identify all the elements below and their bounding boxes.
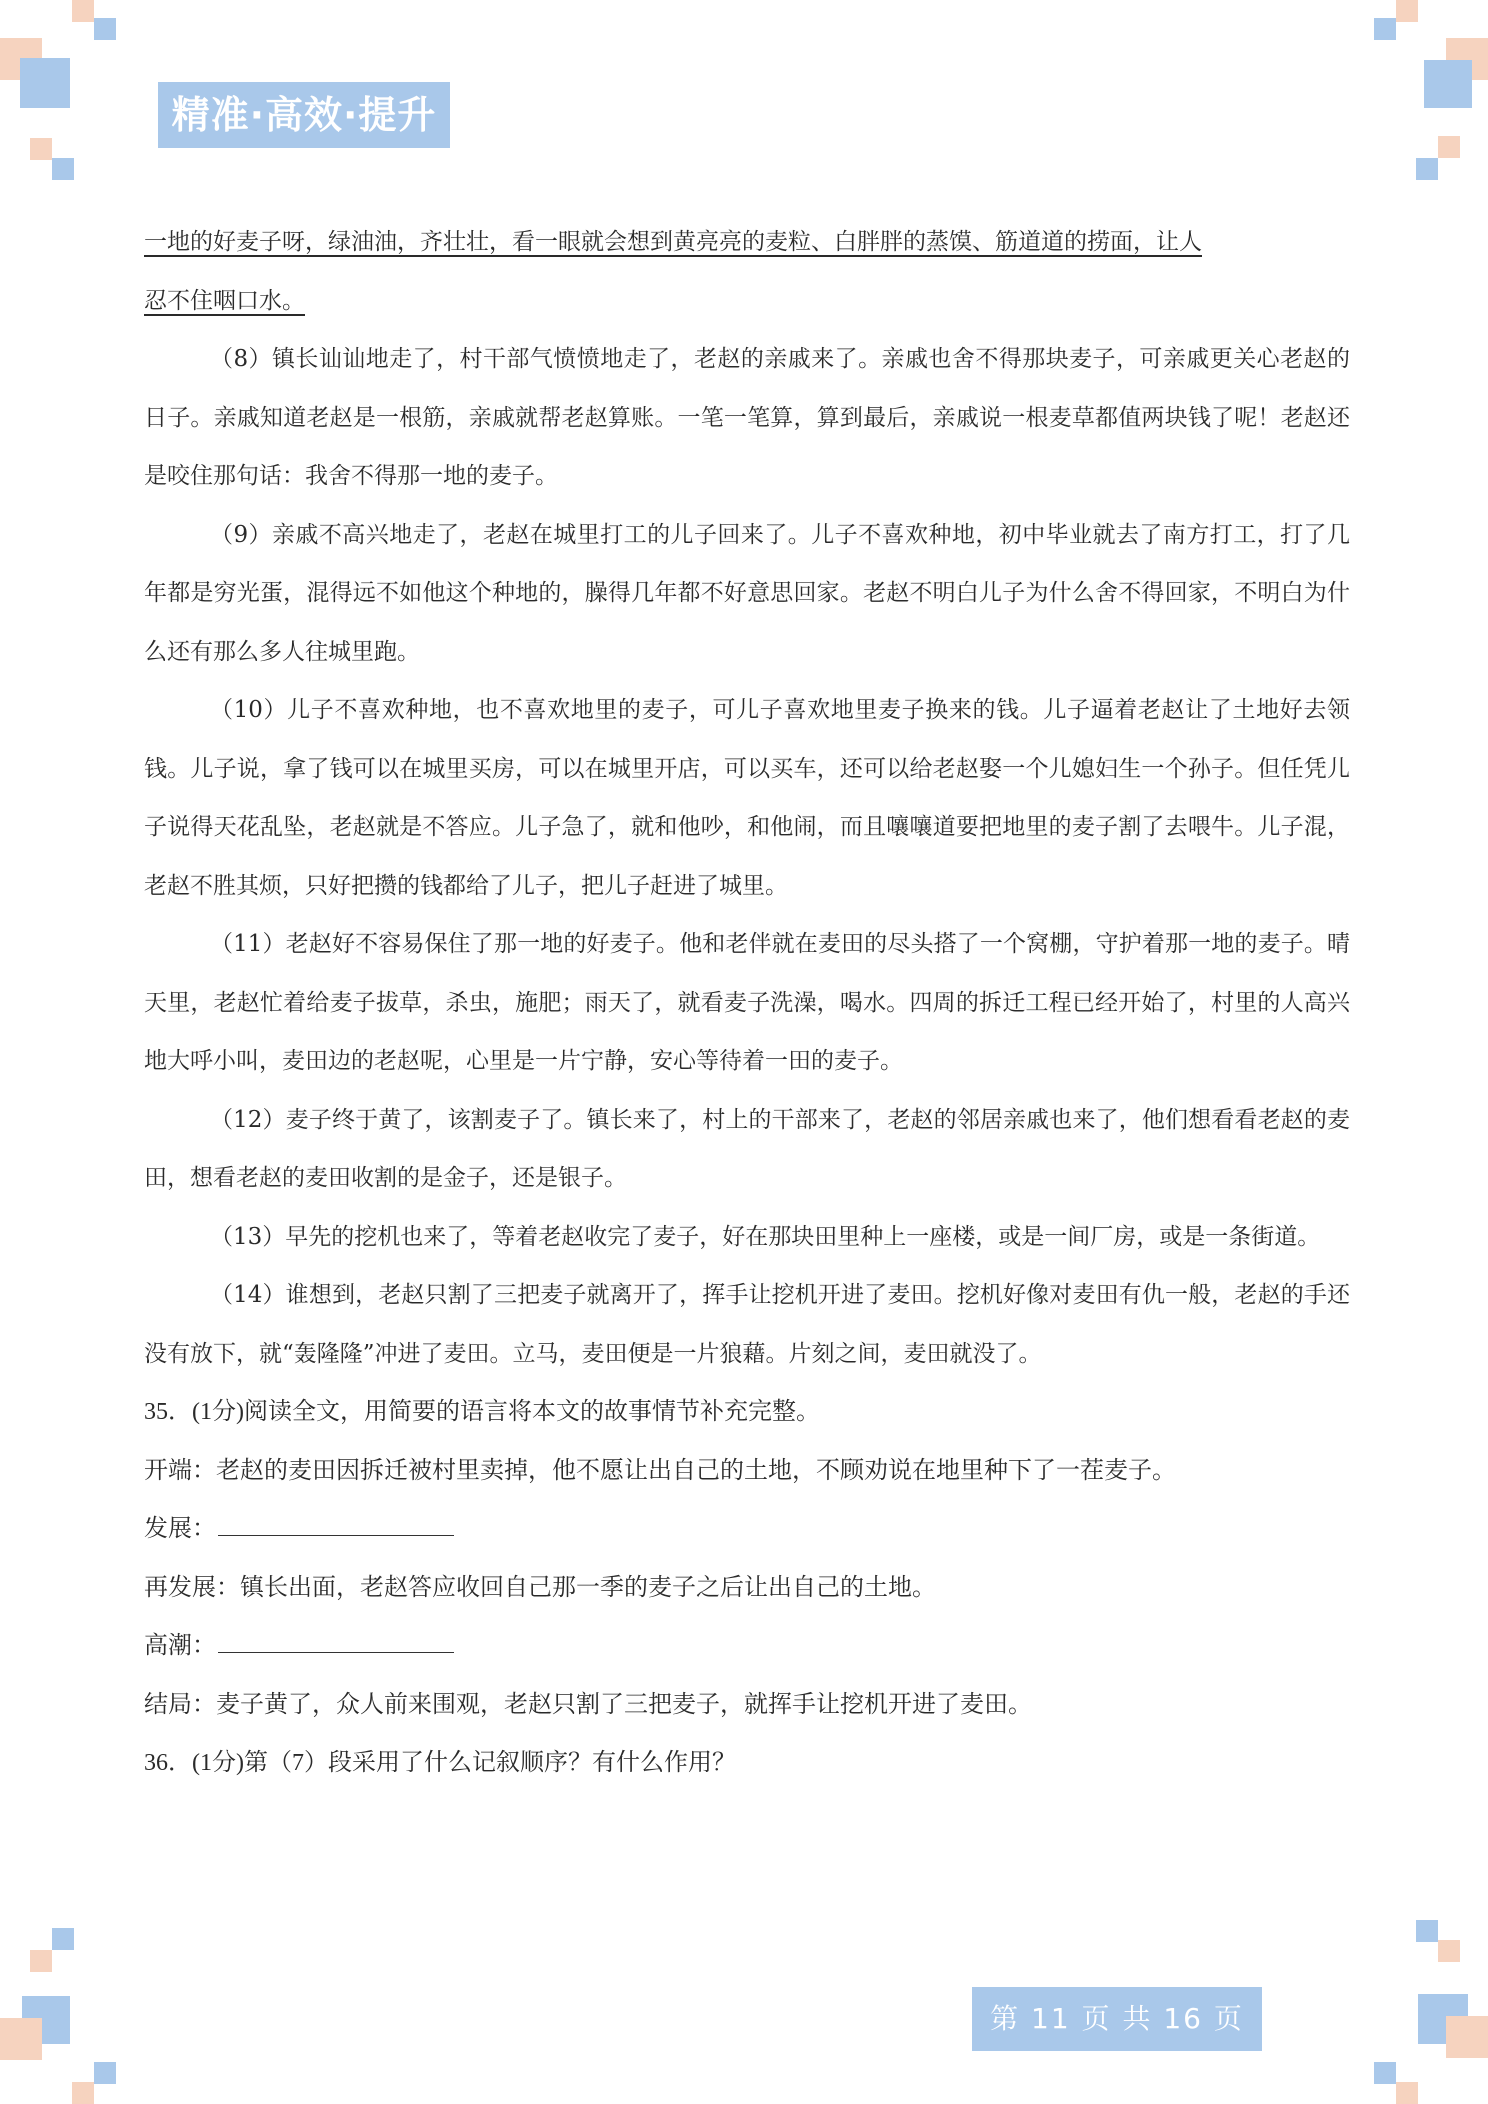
question-36-stem: 36．(1分)第（7）段采用了什么记叙顺序？有什么作用？ (144, 1750, 736, 1776)
development-answer-blank[interactable] (218, 1511, 454, 1536)
document-content (144, 213, 1350, 1793)
plot-development-label: 发展： (144, 1516, 216, 1542)
underlined-sentence-line-1: 一地的好麦子呀，绿油油，齐壮壮，看一眼就会想到黄亮亮的麦粒、白胖胖的蒸馍、筋道道的捞面，让人 (144, 229, 1202, 255)
underlined-sentence-line-2: 忍不住咽口水。 (144, 287, 305, 314)
plot-development (144, 1500, 1350, 1559)
paragraph-13: （13）早先的挖机也来了，等着老赵收完了麦子，好在那块田里种上一座楼，或是一间厂房，或是一条街道。 (210, 1223, 1321, 1250)
page-number-badge: 第 11 页 共 16 页 (972, 1987, 1262, 2051)
paragraph-9: （9）亲戚不高兴地走了，老赵在城里打工的儿子回来了。儿子不喜欢种地，初中毕业就去了南方打工，打了几年都是穷光蛋，混得远不如他这个种地的，臊得几年都不好意思回家。老赵不明白儿子为什么舍不得回家，不明白为什么还有那么多人往城里跑。 (144, 521, 1350, 665)
plot-climax-label: 高潮： (144, 1633, 216, 1659)
paragraph-14: （14）谁想到，老赵只割了三把麦子就离开了，挥手让挖机开进了麦田。挖机好像对麦田有仇一般，老赵的手还没有放下，就“轰隆隆”冲进了麦田。立马，麦田便是一片狼藉。片刻之间，麦田就没了。 (144, 1282, 1350, 1367)
plot-opening: 开端：老赵的麦田因拆迁被村里卖掉，他不愿让出自己的土地，不顾劝说在地里种下了一茬麦子。 (144, 1457, 1176, 1484)
header-brand-banner: 精准·高效·提升 (158, 82, 450, 148)
paragraph-10: （10）儿子不喜欢种地，也不喜欢地里的麦子，可儿子喜欢地里麦子换来的钱。儿子逼着老赵让了土地好去领钱。儿子说，拿了钱可以在城里买房，可以在城里开店，可以买车，还可以给老赵娶一个儿媳妇生一个孙子。但任凭儿子说得天花乱坠，老赵就是不答应。儿子急了，就和他吵，和他闹，而且嚷嚷道要把地里的麦子割了去喂牛。儿子混，老赵不胜其烦，只好把攒的钱都给了儿子，把儿子赶进了城里。 (144, 697, 1350, 899)
paragraph-8: （8）镇长讪讪地走了，村干部气愤愤地走了，老赵的亲戚来了。亲戚也舍不得那块麦子，可亲戚更关心老赵的日子。亲戚知道老赵是一根筋，亲戚就帮老赵算账。一笔一笔算，算到最后，亲戚说一根麦草都值两块钱了呢！老赵还是咬住那句话：我舍不得那一地的麦子。 (144, 346, 1350, 489)
paragraph-12: （12）麦子终于黄了，该割麦子了。镇长来了，村上的干部来了，老赵的邻居亲戚也来了，他们想看看老赵的麦田，想看老赵的麦田收割的是金子，还是银子。 (144, 1106, 1350, 1191)
plot-redevelopment: 再发展：镇长出面，老赵答应收回自己那一季的麦子之后让出自己的土地。 (144, 1574, 936, 1601)
question-35-stem: 35．(1分)阅读全文，用简要的语言将本文的故事情节补充完整。 (144, 1399, 820, 1425)
plot-ending: 结局：麦子黄了，众人前来围观，老赵只割了三把麦子，就挥手让挖机开进了麦田。 (144, 1691, 1032, 1718)
paragraph-11: （11）老赵好不容易保住了那一地的好麦子。他和老伴就在麦田的尽头搭了一个窝棚，守护着那一地的麦子。晴天里，老赵忙着给麦子拔草，杀虫，施肥；雨天了，就看麦子洗澡，喝水。四周的拆迁工程已经开始了，村里的人高兴地大呼小叫，麦田边的老赵呢，心里是一片宁静，安心等待着一田的麦子。 (144, 931, 1350, 1074)
plot-climax (144, 1617, 1350, 1676)
climax-answer-blank[interactable] (218, 1628, 454, 1653)
